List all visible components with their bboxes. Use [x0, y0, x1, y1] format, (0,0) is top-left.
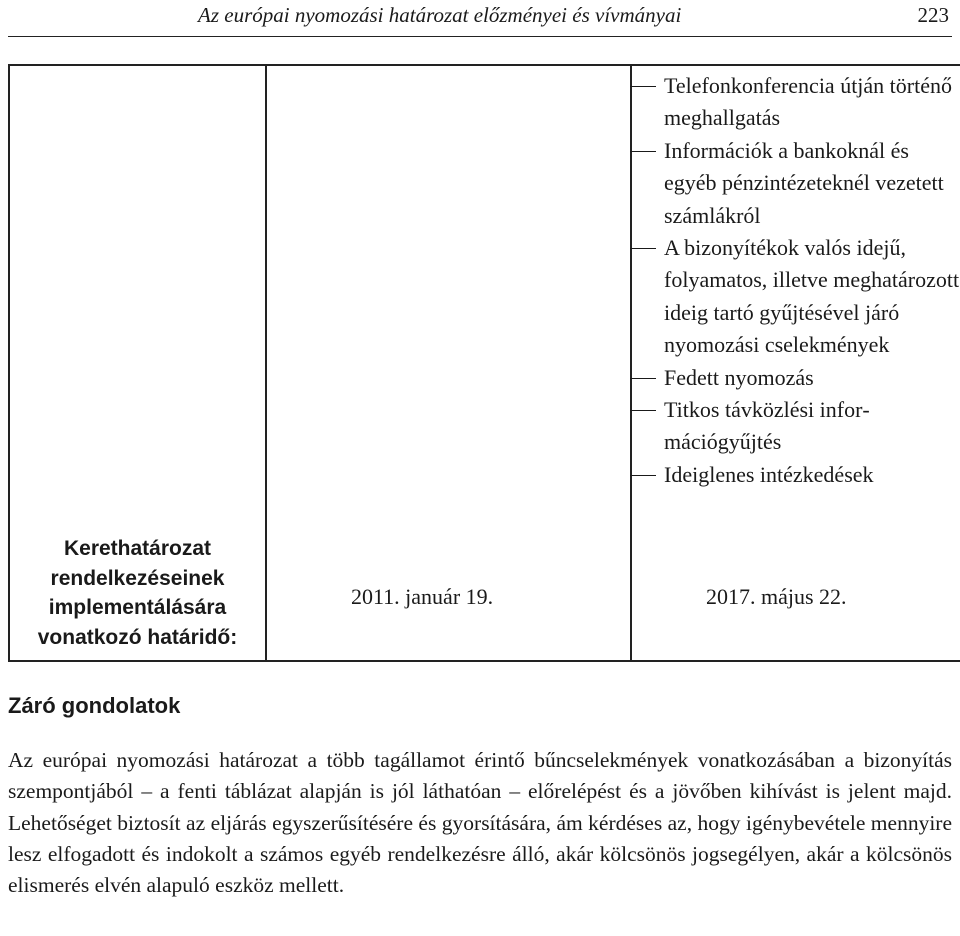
list-item: Fedett nyomozás [630, 362, 960, 394]
table-column-rule-1 [265, 64, 267, 661]
section-heading: Záró gondolatok [8, 693, 181, 718]
list-item: A bizonyítékok valós idejű, folyamatos, illetve meghatározott ideig tartó gyűjtésével járó nyomozási cselekmények [630, 232, 960, 362]
list-item: Telefonkonferencia útján történő meghallgatás [630, 70, 960, 135]
deadline-date-1: 2011. január 19. [351, 584, 494, 609]
deadline-date-2: 2017. május 22. [706, 584, 847, 609]
running-header [8, 0, 952, 37]
page-number: 223 [917, 3, 949, 27]
measures-list [630, 70, 960, 491]
list-item: Információk a bankoknál és egyéb pénzintézeteknél vezetett számlákról [630, 135, 960, 232]
table-bottom-rule [8, 660, 960, 662]
list-item: Ideiglenes intézkedések [630, 459, 960, 491]
running-title: Az európai nyomozási határozat előzményei és vívmányai [198, 3, 682, 27]
closing-paragraph: Az európai nyomozási határozat a több tagállamot érintő bűncselekmények vonatkozásában a bizonyítás szempontjából – a fenti táblázat alapján is jól láthatóan – előrelépést és a jövőben kihívást is jelent majd. Lehetőséget biztosít az eljárás egyszerűsítésére és gyorsítására, ám kérdéses az, hogy igénybevétele mennyire lesz elfogadott és indokolt a számos egyéb rendelkezésre álló, akár kölcsönös jogsegélyen, akár a kölcsönös elismerés elvén alapuló eszköz mellett. [8, 748, 952, 898]
list-item: Titkos távközlési információgyűjtés [630, 394, 960, 459]
table-top-rule [8, 64, 960, 66]
deadline-row-label: Kerethatározat rendelkezéseinek implementálására vonatkozó határidő: [37, 537, 238, 649]
